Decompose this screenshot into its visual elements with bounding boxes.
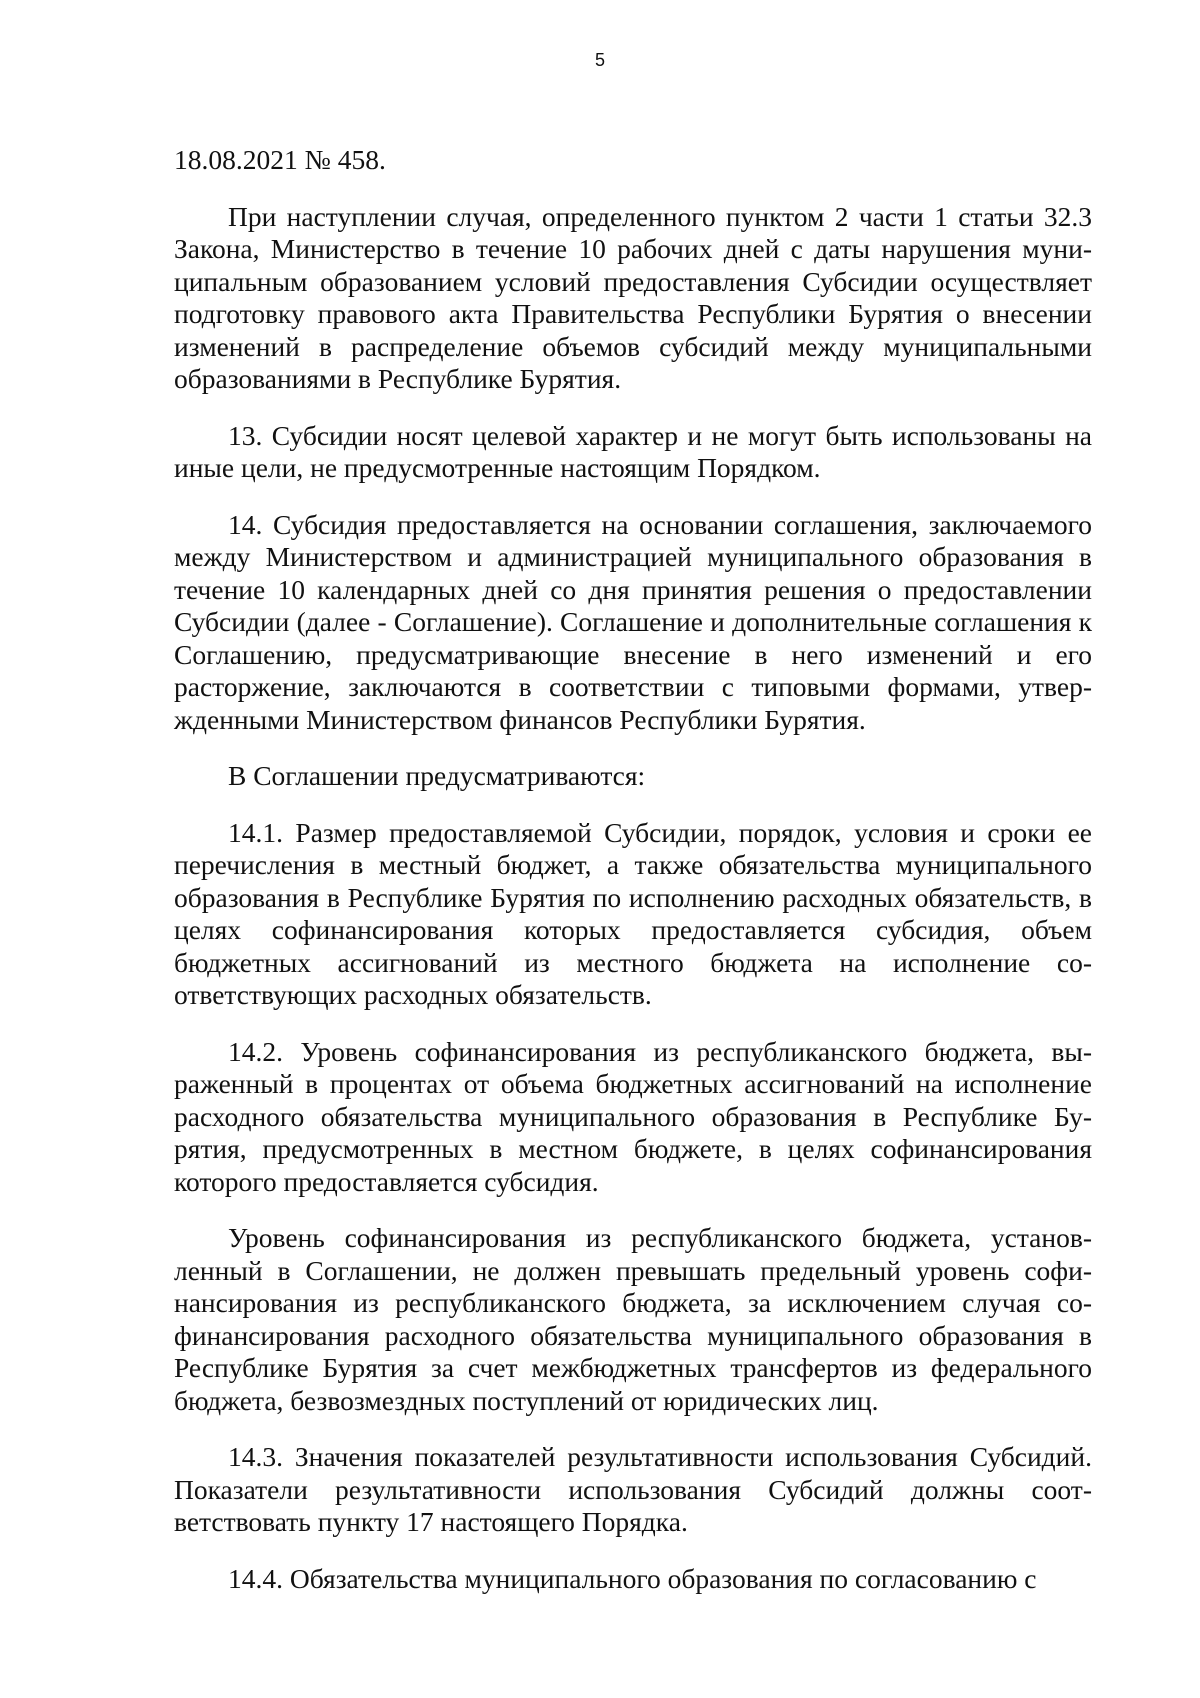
paragraph-14-3: 14.3. Значения показателей результативности использования Субсидий. Показатели результативности использования Субсидий должны соответствовать пункту 17 настоящего Порядка. bbox=[174, 1441, 1092, 1537]
paragraph-14-4: 14.4. Обязательства муниципального образования по согласованию с bbox=[228, 1562, 1037, 1594]
document-body bbox=[174, 144, 1092, 1595]
paragraph-14-1: 14.1. Размер предоставляемой Субсидии, порядок, условия и сроки ее перечисления в местный бюджет, а также обязательства муниципального образования в Республике Бурятия по исполнению расходных обязательств, в целях софинансирования которых предоставляется субсидия, объем бюджетных ассигнований из местного бюджета на исполнение соответствующих расходных обязательств. bbox=[174, 816, 1092, 1010]
paragraph-13: 13. Субсидии носят целевой характер и не могут быть использованы на иные цели, не предусмотренные настоящим Порядком. bbox=[174, 419, 1092, 483]
paragraph-14-2: 14.2. Уровень софинансирования из республиканского бюджета, выраженный в процентах от объема бюджетных ассигнований на исполнение расходного обязательства муниципального образования в Республике Бурятия, предусмотренных в местном бюджете, в целях софинансирования которого предоставляется субсидия. bbox=[174, 1035, 1092, 1197]
page-number: 5 bbox=[594, 50, 605, 70]
paragraph-agreement-provides: В Соглашении предусматриваются: bbox=[228, 760, 646, 791]
paragraph-date-number: 18.08.2021 № 458. bbox=[174, 144, 386, 175]
paragraph-violation-case: При наступлении случая, определенного пунктом 2 части 1 статьи 32.3 Закона, Министерство в течение 10 рабочих дней с даты нарушения муниципальным образованием условий предоставления Субсидии осуществляет подготовку правового акта Правительства Республики Бурятия о внесении изменений в распределение объемов субсидий между муниципальными образованиями в Республике Бурятия. bbox=[174, 200, 1092, 394]
paragraph-14: 14. Субсидия предоставляется на основании соглашения, заключаемого между Министерством и администрацией муниципального образования в течение 10 календарных дней со дня принятия решения о предоставлении Субсидии (далее - Соглашение). Соглашение и дополнительные соглашения к Соглашению, предусматривающие внесение в него изменений и его расторжение, заключаются в соответствии с типовыми формами, утвержденными Министерством финансов Республики Бурятия. bbox=[174, 508, 1092, 735]
paragraph-cofinancing-level: Уровень софинансирования из республиканского бюджета, установленный в Соглашении, не должен превышать предельный уровень софинансирования из республиканского бюджета, за исключением случая софинансирования расходного обязательства муниципального образования в Республике Бурятия за счет межбюджетных трансфертов из федерального бюджета, безвозмездных поступлений от юридических лиц. bbox=[174, 1222, 1092, 1416]
